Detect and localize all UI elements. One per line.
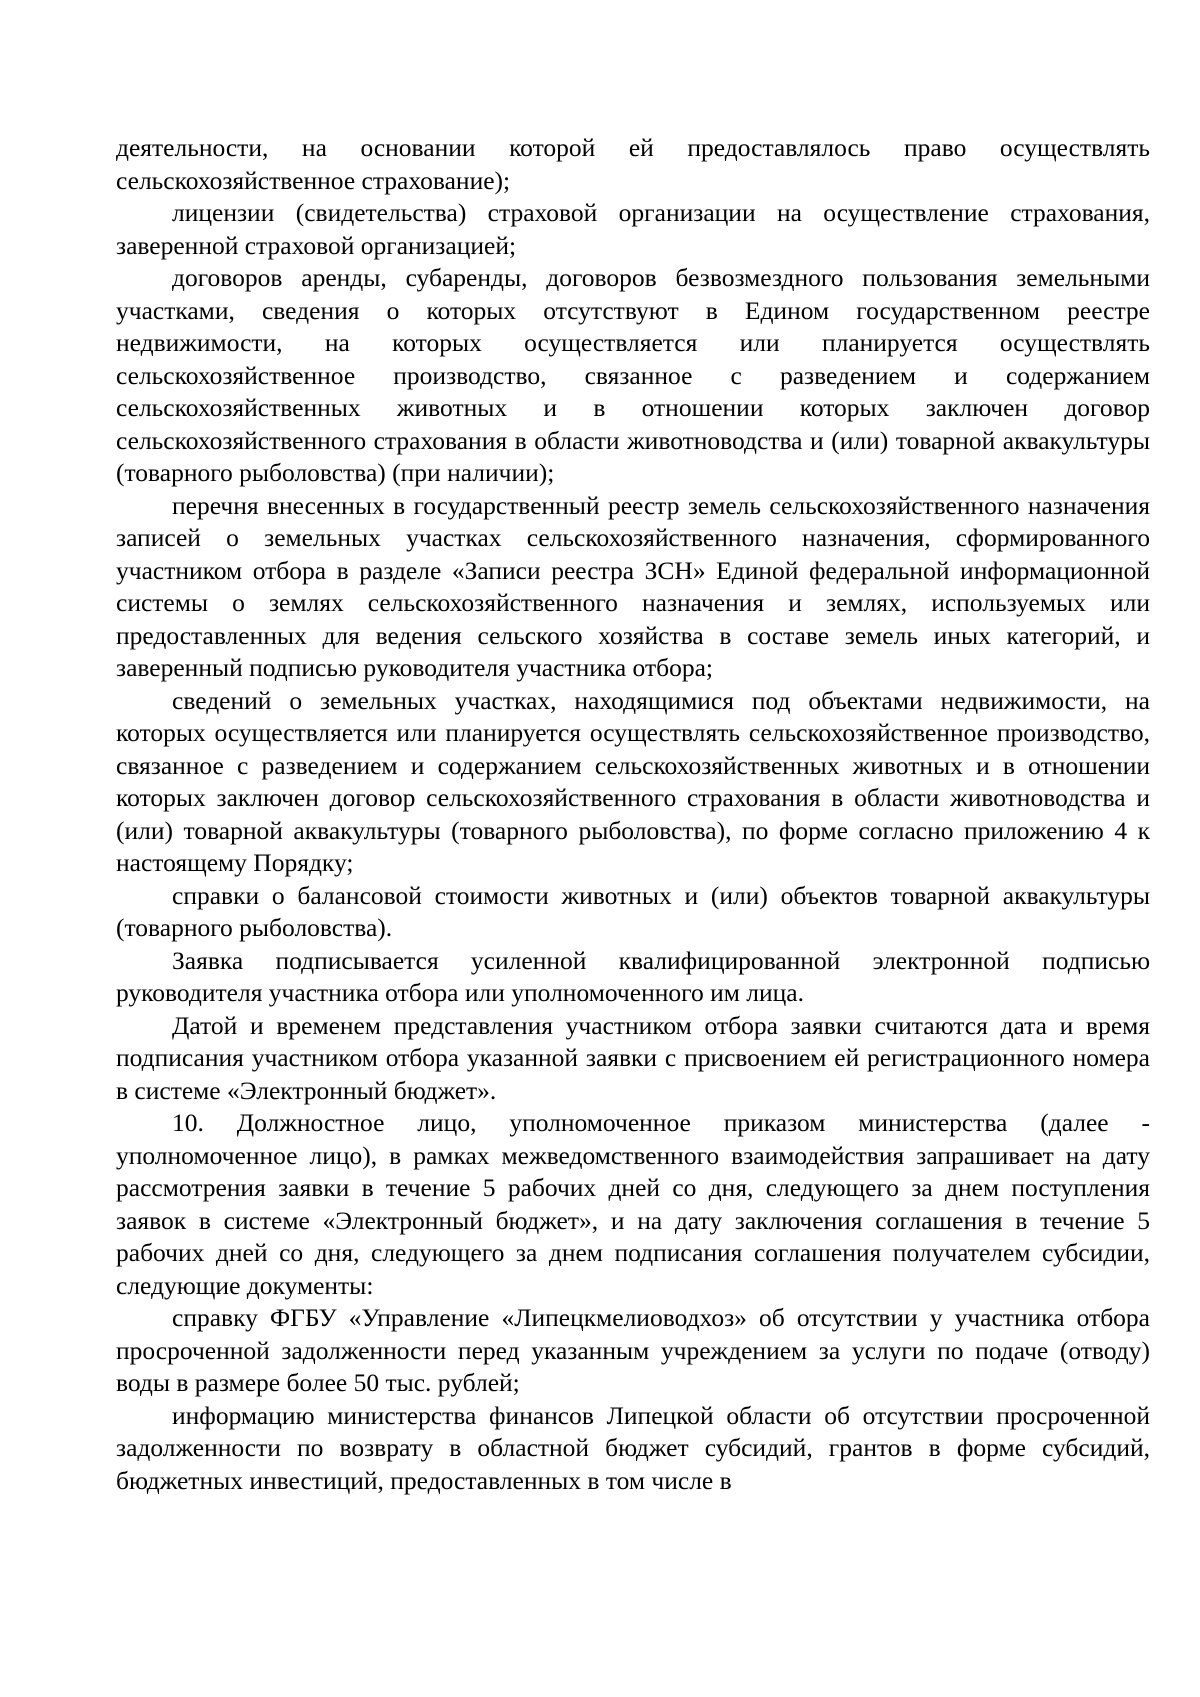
- paragraph-application-signature: Заявка подписывается усиленной квалифицированной электронной подписью руководителя участника отбора или уполномоченного им лица.: [116, 945, 1150, 1007]
- paragraph-finance-ministry-info: информацию министерства финансов Липецкой области об отсутствии просроченной задолженности по возврату в областной бюджет субсидий, грантов в форме субсидий, бюджетных инвестиций, предоставленных в том числе в: [116, 1400, 1150, 1495]
- document-page: [116, 132, 1150, 1497]
- paragraph-melioration-certificate: справку ФГБУ «Управление «Липецкмелиоводхоз» об отсутствии у участника отбора просроченной задолженности перед указанным учреждением за услуги по подаче (отводу) воды в размере более 50 тыс. рублей;: [116, 1303, 1150, 1397]
- paragraph-submission-date: Датой и временем представления участником отбора заявки считаются дата и время подписания участником отбора указанной заявки с присвоением ей регистрационного номера в системе «Электронный бюджет».: [116, 1010, 1150, 1105]
- paragraph-balance-value: справки о балансовой стоимости животных и (или) объектов товарной аквакультуры (товарного рыболовства).: [116, 880, 1150, 942]
- paragraph-section-10: 10. Должностное лицо, уполномоченное приказом министерства (далее - уполномоченное лицо), в рамках межведомственного взаимодействия запрашивает на дату рассмотрения заявки в течение 5 рабочих дней со дня, следующего за днем поступления заявок в системе «Электронный бюджет», и на дату заключения соглашения в течение 5 рабочих дней со дня, следующего за днем подписания соглашения получателем субсидии, следующие документы:: [116, 1108, 1150, 1300]
- paragraph-license: лицензии (свидетельства) страховой организации на осуществление страхования, заверенной страховой организацией;: [116, 198, 1150, 260]
- paragraph-land-plots-info: сведений о земельных участках, находящимися под объектами недвижимости, на которых осуществляется или планируется осуществлять сельскохозяйственное производство, связанное с разведением и содержанием сельскохозяйственных животных и в отношении которых заключен договор сельскохозяйственного страхования в области животноводства и (или) товарной аквакультуры (товарного рыболовства), по форме согласно приложению 4 к настоящему Порядку;: [116, 685, 1150, 877]
- paragraph-land-registry-list: перечня внесенных в государственный реестр земель сельскохозяйственного назначения записей о земельных участках сельскохозяйственного назначения, сформированного участником отбора в разделе «Записи реестра ЗСН» Единой федеральной информационной системы о землях сельскохозяйственного назначения и землях, используемых или предоставленных для ведения сельского хозяйства в составе земель иных категорий, и заверенный подписью руководителя участника отбора;: [116, 490, 1150, 682]
- paragraph-activity-continuation: деятельности, на основании которой ей предоставлялось право осуществлять сельскохозяйственное страхование);: [116, 133, 1150, 195]
- paragraph-lease-contracts: договоров аренды, субаренды, договоров безвозмездного пользования земельными участками, сведения о которых отсутствуют в Едином государственном реестре недвижимости, на которых осуществляется или планируется осуществлять сельскохозяйственное производство, связанное с разведением и содержанием сельскохозяйственных животных и в отношении которых заключен договор сельскохозяйственного страхования в области животноводства и (или) товарной аквакультуры (товарного рыболовства) (при наличии);: [116, 263, 1150, 487]
